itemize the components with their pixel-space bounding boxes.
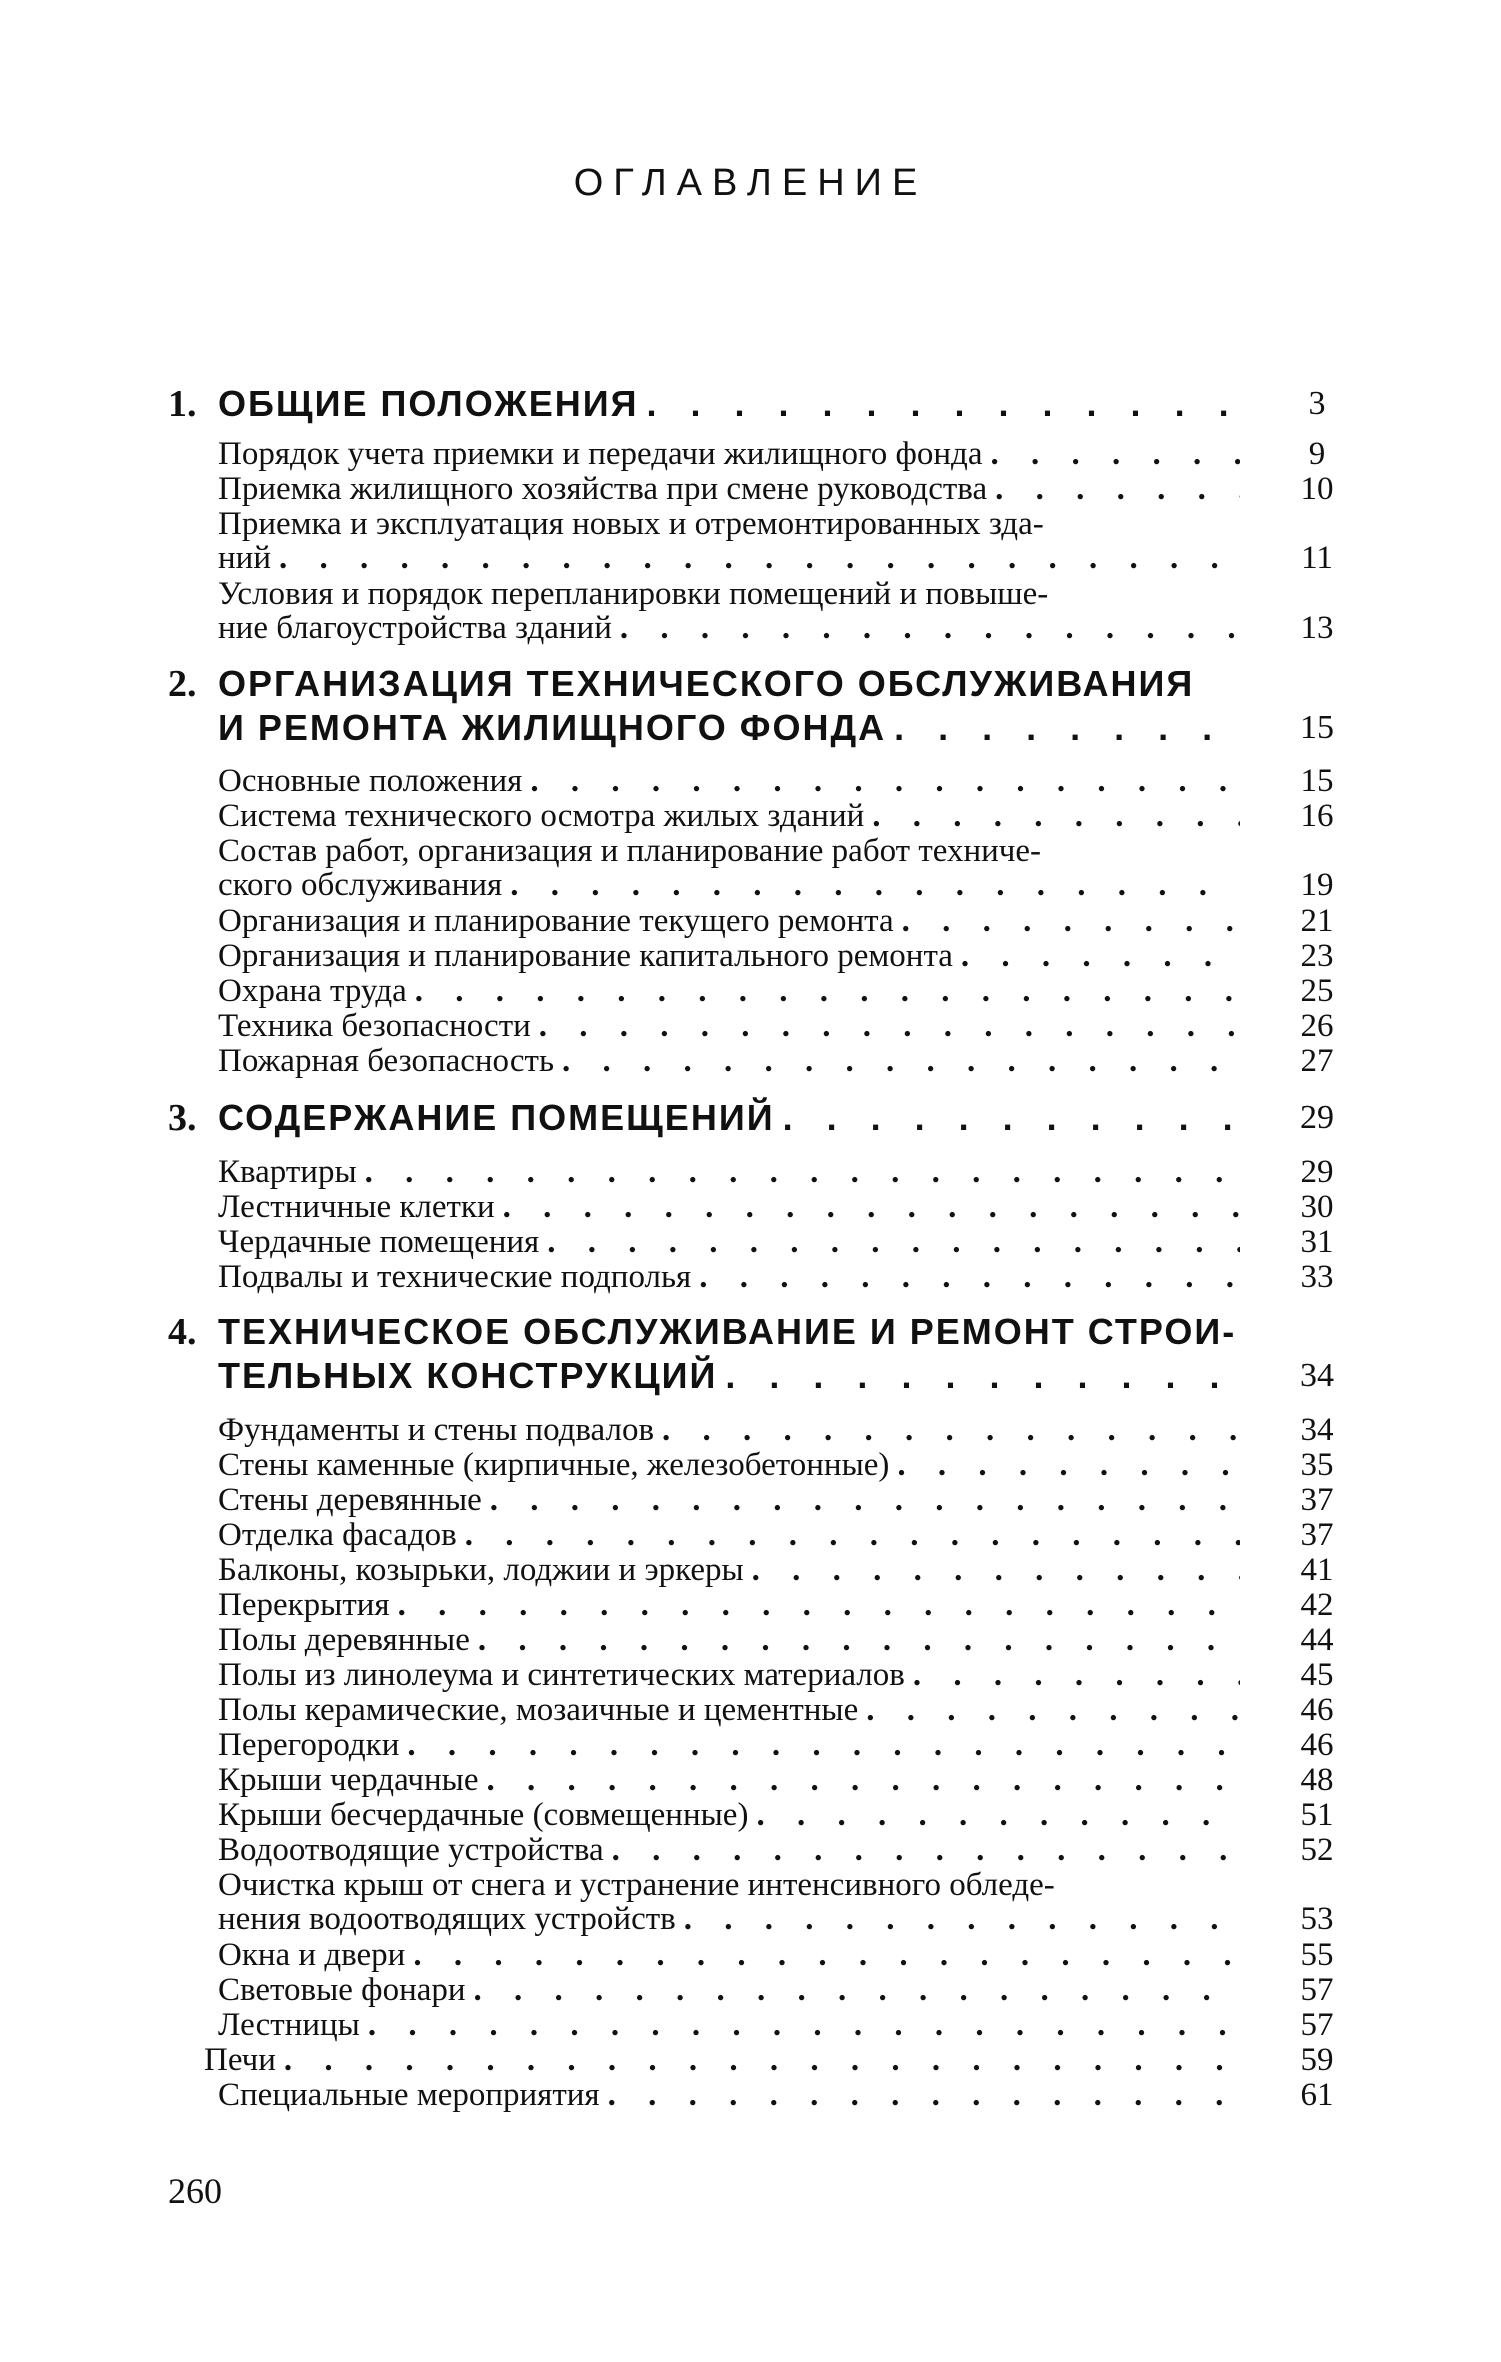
- page-ref: 29: [1300, 1099, 1334, 1136]
- section-title: Чердачные помещения: [218, 1224, 540, 1260]
- section-title: Организация и планирование капитального ремонта: [218, 938, 953, 974]
- section-entry[interactable]: [218, 939, 1240, 973]
- section-title: Водоотводящие устройства: [218, 1832, 604, 1868]
- page-ref: 33: [1300, 1259, 1334, 1295]
- page-ref: 30: [1300, 1189, 1334, 1225]
- section-entry[interactable]: [218, 1623, 1240, 1657]
- dot-leader: [725, 1354, 1240, 1398]
- page-ref: 46: [1300, 1727, 1334, 1763]
- section-entry[interactable]: [218, 1260, 1240, 1294]
- section-title: нения водоотводящих устройств: [218, 1901, 676, 1937]
- dot-leader: [961, 939, 1240, 973]
- dot-leader: [684, 1902, 1240, 1936]
- page-ref: 16: [1300, 798, 1334, 834]
- chapter-entry[interactable]: [218, 382, 1240, 426]
- section-entry[interactable]: [218, 1658, 1240, 1692]
- section-entry[interactable]: [218, 1044, 1240, 1078]
- section-entry[interactable]: [218, 1868, 1240, 1936]
- section-entry[interactable]: [218, 2078, 1240, 2112]
- page-ref: 55: [1300, 1937, 1334, 1973]
- section-entry[interactable]: [218, 1448, 1240, 1482]
- page-ref: 37: [1300, 1482, 1334, 1518]
- section-title: Стены каменные (кирпичные, железобетонные): [218, 1447, 890, 1483]
- section-entry[interactable]: [218, 1225, 1240, 1259]
- dot-leader: [913, 1658, 1240, 1692]
- dot-leader: [368, 2008, 1240, 2042]
- section-title: Крыши чердачные: [218, 1762, 479, 1798]
- dot-leader: [478, 1623, 1240, 1657]
- page-ref: 34: [1300, 1357, 1334, 1394]
- page-ref: 23: [1300, 938, 1334, 974]
- dot-leader: [783, 1096, 1240, 1140]
- chapter-title: ОБЩИЕ ПОЛОЖЕНИЯ: [218, 383, 639, 424]
- section-title: Крыши бесчердачные (совмещенные): [218, 1797, 749, 1833]
- dot-leader: [872, 799, 1240, 833]
- dot-leader: [866, 1693, 1240, 1727]
- section-title: Лестничные клетки: [218, 1189, 495, 1225]
- page-ref: 21: [1300, 903, 1334, 939]
- section-title: Квартиры: [218, 1154, 357, 1190]
- section-title: Пожарная безопасность: [218, 1043, 554, 1079]
- page-ref: 41: [1300, 1552, 1334, 1588]
- section-entry[interactable]: [218, 472, 1240, 506]
- section-entry[interactable]: [218, 1833, 1240, 1867]
- chapter-title: ТЕЛЬНЫХ КОНСТРУКЦИЙ: [218, 1355, 718, 1396]
- chapter-entry[interactable]: [218, 662, 1240, 750]
- dot-leader: [365, 1155, 1240, 1189]
- section-entry[interactable]: [218, 904, 1240, 938]
- section-title: Стены деревянные: [218, 1482, 482, 1518]
- section-entry[interactable]: [218, 799, 1240, 833]
- dot-leader: [490, 1483, 1240, 1517]
- chapter-title: ОРГАНИЗАЦИЯ ТЕХНИЧЕСКОГО ОБСЛУЖИВАНИЯ: [218, 663, 1195, 704]
- section-entry[interactable]: [218, 1588, 1240, 1622]
- section-title: Фундаменты и стены подвалов: [218, 1412, 655, 1448]
- section-title: Основные положения: [218, 763, 523, 799]
- section-title: Условия и порядок перепланировки помещений и повыше-: [218, 576, 1049, 612]
- dot-leader: [284, 2043, 1240, 2077]
- dot-leader: [415, 974, 1240, 1008]
- page-ref: 57: [1300, 1972, 1334, 2008]
- dot-leader: [503, 1190, 1240, 1224]
- chapter-number: 1.: [168, 383, 197, 425]
- chapter-title: ТЕХНИЧЕСКОЕ ОБСЛУЖИВАНИЕ И РЕМОНТ СТРОИ-: [218, 1311, 1237, 1352]
- section-title: Лестницы: [218, 2007, 360, 2043]
- section-entry[interactable]: [218, 1518, 1240, 1552]
- dot-leader: [699, 1260, 1240, 1294]
- page-ref: 31: [1300, 1224, 1334, 1260]
- dot-leader: [465, 1518, 1240, 1552]
- chapter-number: 2.: [168, 663, 197, 705]
- chapter-title: СОДЕРЖАНИЕ ПОМЕЩЕНИЙ: [218, 1097, 775, 1138]
- page-ref: 15: [1300, 709, 1334, 746]
- dot-leader: [474, 1973, 1240, 2007]
- chapter-entry[interactable]: [218, 1310, 1240, 1398]
- section-title: ний: [218, 540, 271, 576]
- dot-leader: [487, 1763, 1240, 1797]
- page-ref: 57: [1300, 2007, 1334, 2043]
- chapter-number: 3.: [168, 1097, 197, 1139]
- section-title: Организация и планирование текущего ремонта: [218, 903, 894, 939]
- page-ref: 10: [1300, 471, 1334, 507]
- section-title: Световые фонари: [218, 1972, 466, 2008]
- section-title: Перегородки: [218, 1727, 400, 1763]
- dot-leader: [547, 1225, 1240, 1259]
- section-entry[interactable]: [218, 974, 1240, 1008]
- dot-leader: [530, 764, 1240, 798]
- dot-leader: [413, 1938, 1240, 1972]
- section-title: ского обслуживания: [218, 867, 503, 903]
- section-title: Приемка жилищного хозяйства при смене руководства: [218, 471, 988, 507]
- section-entry[interactable]: [218, 1553, 1240, 1587]
- chapter-number: 4.: [168, 1311, 197, 1353]
- page-ref: 46: [1300, 1692, 1334, 1728]
- section-entry[interactable]: [218, 1763, 1240, 1797]
- section-title: Система технического осмотра жилых зданий: [218, 798, 865, 834]
- dot-leader: [752, 1553, 1240, 1587]
- page-ref: 42: [1300, 1587, 1334, 1623]
- dot-leader: [902, 904, 1240, 938]
- dot-leader: [991, 437, 1241, 471]
- dot-leader: [279, 541, 1240, 575]
- page-ref: 27: [1300, 1043, 1334, 1079]
- section-title: ние благоустройства зданий: [218, 610, 612, 646]
- section-title: Порядок учета приемки и передачи жилищного фонда: [218, 436, 983, 472]
- section-title: Специальные мероприятия: [218, 2077, 600, 2113]
- dot-leader: [612, 1833, 1240, 1867]
- page-ref: 29: [1300, 1154, 1334, 1190]
- section-entry[interactable]: [218, 1693, 1240, 1727]
- section-entry[interactable]: [218, 1728, 1240, 1762]
- section-entry[interactable]: [218, 1009, 1240, 1043]
- section-title: Подвалы и технические подполья: [218, 1259, 692, 1295]
- section-title: Окна и двери: [218, 1937, 406, 1973]
- dot-leader: [662, 1413, 1240, 1447]
- section-entry[interactable]: [218, 2008, 1240, 2042]
- page-ref: 45: [1300, 1657, 1334, 1693]
- dot-leader: [995, 472, 1240, 506]
- page-ref: 11: [1301, 540, 1333, 576]
- section-title: Отделка фасадов: [218, 1517, 457, 1553]
- section-entry[interactable]: [218, 1155, 1240, 1189]
- section-entry[interactable]: [218, 577, 1240, 645]
- dot-leader: [620, 611, 1240, 645]
- section-entry[interactable]: [204, 2043, 1240, 2077]
- page-ref: 37: [1300, 1517, 1334, 1553]
- dot-leader: [897, 1448, 1240, 1482]
- section-entry[interactable]: [218, 507, 1240, 575]
- dot-leader: [756, 1798, 1240, 1832]
- dot-leader: [539, 1009, 1240, 1043]
- section-entry[interactable]: [218, 1190, 1240, 1224]
- dot-leader: [407, 1728, 1240, 1762]
- section-title: Очистка крыш от снега и устранение интенсивного обледе-: [218, 1867, 1055, 1903]
- page-ref: 13: [1300, 610, 1334, 646]
- page-ref: 34: [1300, 1412, 1334, 1448]
- section-entry[interactable]: [218, 1973, 1240, 2007]
- page-ref: 19: [1300, 867, 1334, 903]
- page-ref: 26: [1300, 1008, 1334, 1044]
- page-ref: 9: [1308, 436, 1326, 472]
- chapter-title: И РЕМОНТА ЖИЛИЩНОГО ФОНДА: [218, 707, 887, 748]
- page-number: 260: [168, 2171, 222, 2211]
- dot-leader: [894, 706, 1240, 750]
- section-entry[interactable]: [218, 764, 1240, 798]
- section-title: Перекрытия: [218, 1587, 390, 1623]
- chapter-entry[interactable]: [218, 1096, 1240, 1140]
- section-title: Печи: [204, 2042, 276, 2078]
- dot-leader: [510, 868, 1240, 902]
- page-title: ОГЛАВЛЕНИЕ: [573, 162, 928, 204]
- page-ref: 61: [1300, 2077, 1334, 2113]
- section-entry[interactable]: [218, 834, 1240, 902]
- page-ref: 25: [1300, 973, 1334, 1009]
- section-title: Полы керамические, мозаичные и цементные: [218, 1692, 859, 1728]
- section-entry[interactable]: [218, 1413, 1240, 1447]
- page-ref: 48: [1300, 1762, 1334, 1798]
- section-title: Полы из линолеума и синтетических материалов: [218, 1657, 905, 1693]
- page-ref: 59: [1300, 2042, 1334, 2078]
- dot-leader: [647, 382, 1240, 426]
- page-ref: 15: [1300, 763, 1334, 799]
- page-ref: 52: [1300, 1832, 1334, 1868]
- section-entry[interactable]: [218, 1798, 1240, 1832]
- page-ref: 44: [1300, 1622, 1334, 1658]
- page-ref: 53: [1300, 1901, 1334, 1937]
- dot-leader: [608, 2078, 1240, 2112]
- page-ref: 51: [1300, 1797, 1334, 1833]
- section-title: Состав работ, организация и планирование работ техниче-: [218, 833, 1042, 869]
- section-entry[interactable]: [218, 437, 1240, 471]
- section-entry[interactable]: [218, 1483, 1240, 1517]
- section-title: Приемка и эксплуатация новых и отремонтированных зда-: [218, 506, 1044, 542]
- section-title: Техника безопасности: [218, 1008, 531, 1044]
- page-ref: 35: [1300, 1447, 1334, 1483]
- dot-leader: [562, 1044, 1240, 1078]
- section-title: Балконы, козырьки, лоджии и эркеры: [218, 1552, 744, 1588]
- dot-leader: [398, 1588, 1240, 1622]
- section-title: Охрана труда: [218, 973, 407, 1009]
- page-ref: 3: [1308, 385, 1326, 422]
- section-title: Полы деревянные: [218, 1622, 470, 1658]
- section-entry[interactable]: [218, 1938, 1240, 1972]
